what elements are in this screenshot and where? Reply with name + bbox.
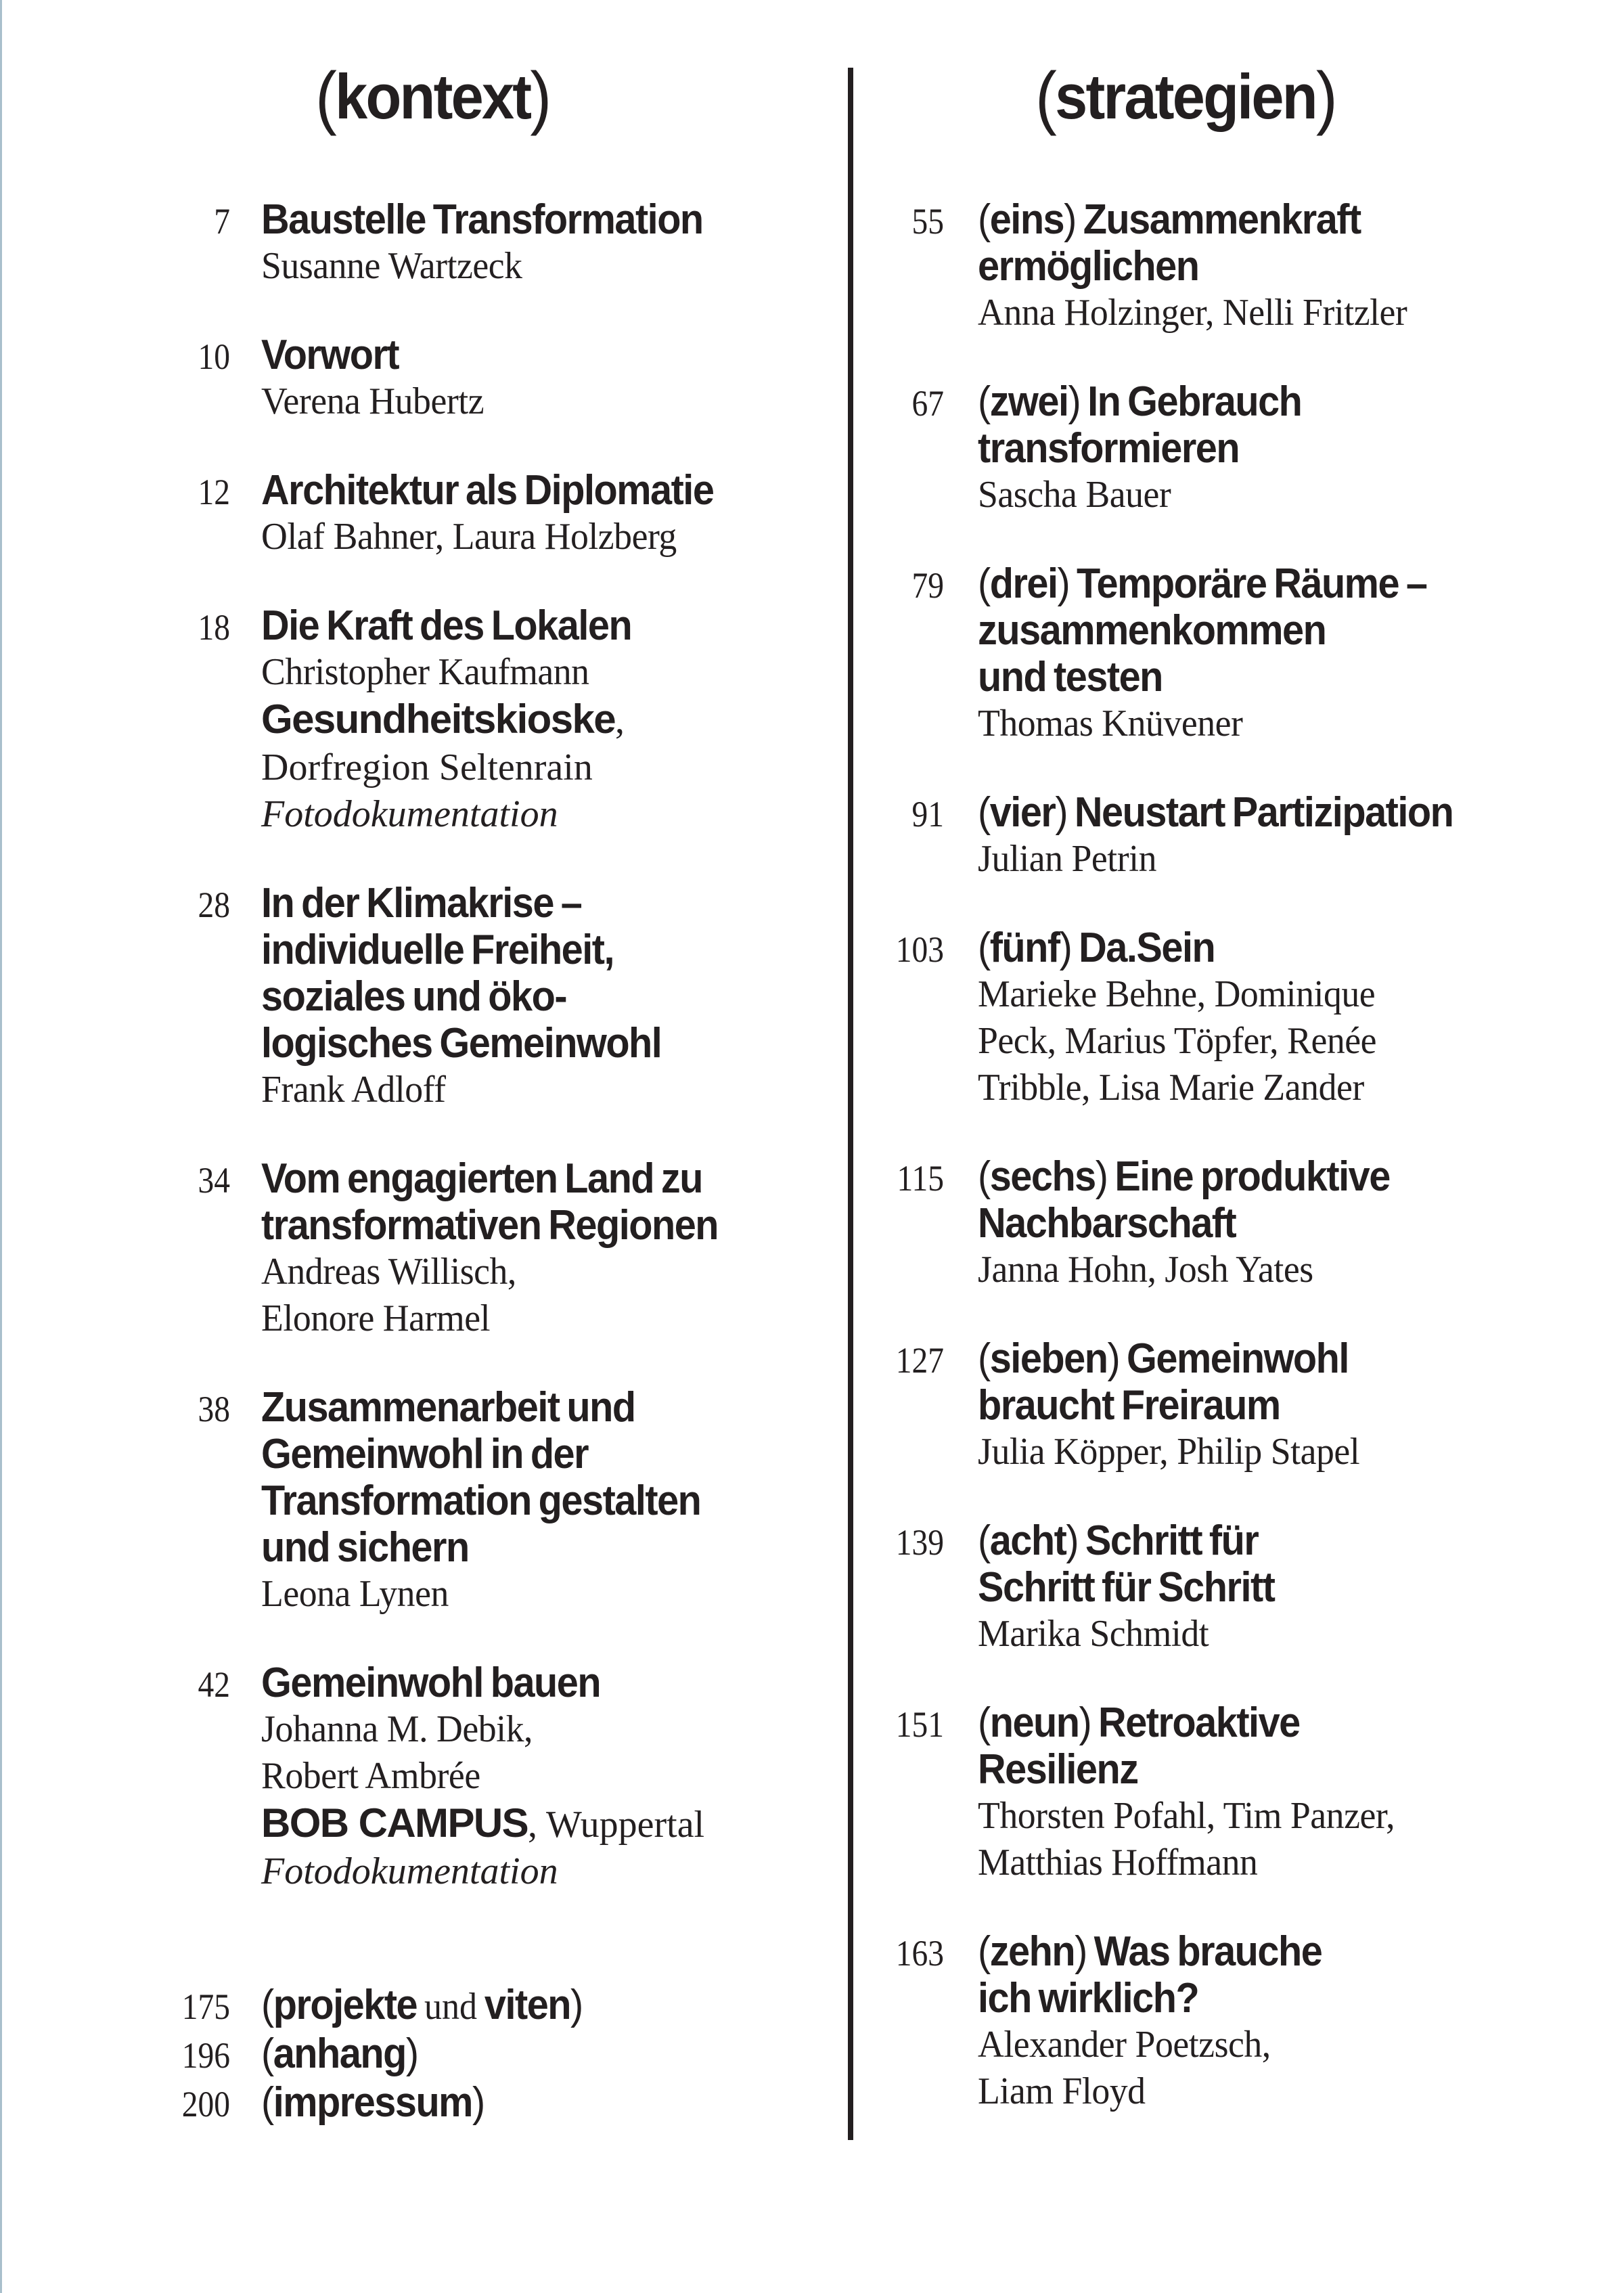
entry-project — [261, 1800, 826, 1848]
open-paren: ( — [978, 789, 990, 836]
entry-body — [261, 467, 826, 560]
entry-title[interactable] — [978, 1699, 1569, 1793]
entry-body — [261, 1155, 826, 1342]
toc-entry[interactable] — [129, 880, 826, 1113]
entry-body — [978, 1335, 1614, 1475]
entry-body — [978, 1517, 1614, 1657]
chapter-label — [978, 1699, 1091, 1746]
project-place: Dorfregion Seltenrain — [261, 747, 593, 788]
entry-author: Verena Hubertz — [261, 380, 484, 422]
entry-title-text: Was brauche ich wirklich? — [978, 1928, 1322, 2022]
close-paren: ) — [1095, 1153, 1108, 1200]
chapter-label — [978, 560, 1069, 607]
entry-author: Alexander Poetzsch, Liam Floyd — [978, 2024, 1271, 2112]
page-number: 115 — [897, 1158, 944, 1199]
entry-title-text: Retroaktive Resilienz — [978, 1699, 1300, 1793]
toc-entry[interactable] — [856, 1153, 1614, 1293]
open-paren: ( — [978, 1699, 990, 1746]
section-heading-text: strategien — [1055, 61, 1316, 132]
project-name: Gesundheitskioske — [261, 696, 615, 742]
page-number: 175 — [181, 1986, 230, 2027]
entry-title[interactable] — [978, 560, 1569, 700]
entry-author: Janna Hohn, Josh Yates — [978, 1249, 1313, 1291]
entry-body — [978, 789, 1614, 883]
page-edge — [0, 0, 2, 2293]
open-paren: ( — [978, 1928, 990, 1975]
toc-column-kontext — [129, 196, 826, 2128]
entry-title[interactable] — [978, 378, 1569, 472]
page-number: 7 — [214, 201, 230, 242]
close-paren: ) — [530, 58, 550, 137]
open-paren: ( — [978, 1153, 990, 1200]
chapter-label — [978, 196, 1076, 243]
entry-title-text: Da.Sein — [1079, 925, 1215, 971]
open-paren: ( — [261, 1982, 273, 2028]
entry-body — [978, 1928, 1614, 2115]
entry-author: Marika Schmidt — [978, 1613, 1209, 1655]
entry-body — [261, 332, 826, 425]
page-number: 18 — [198, 607, 230, 648]
entry-body — [978, 1699, 1614, 1886]
toc-list-strategien — [856, 196, 1614, 2115]
toc-column-strategien — [856, 196, 1614, 2115]
entry-title[interactable]: Zusammenarbeit und Gemeinwohl in der Transformation gestalten und sichern — [261, 1384, 701, 1571]
entry-body — [978, 560, 1614, 747]
entry-author: Leona Lynen — [261, 1573, 449, 1615]
chapter-label — [978, 378, 1080, 425]
toc-entry[interactable] — [856, 925, 1614, 1111]
section-heading-kontext — [315, 58, 550, 137]
project-separator: , — [528, 1804, 538, 1846]
entry-project — [261, 696, 826, 791]
entry-title[interactable] — [978, 1153, 1569, 1247]
page-number: 200 — [181, 2084, 230, 2124]
section-heading-strategien — [1035, 58, 1336, 137]
entry-title[interactable] — [978, 1928, 1569, 2022]
appendix-label: anhang — [273, 2030, 406, 2077]
toc-entry[interactable] — [856, 789, 1614, 883]
entry-body — [261, 2079, 826, 2126]
entry-title[interactable]: In der Klimakrise – individuelle Freiheit, soziales und öko- logisches Gemeinwohl — [261, 880, 662, 1067]
entry-body — [978, 1153, 1614, 1293]
page-number: 163 — [895, 1933, 944, 1974]
page-number: 103 — [895, 929, 944, 970]
page-number: 139 — [895, 1522, 944, 1563]
entry-author: Sascha Bauer — [978, 474, 1171, 516]
entry-title-text: Eine produktive Nachbarschaft — [978, 1153, 1390, 1247]
page-number: 196 — [181, 2035, 230, 2076]
close-paren: ) — [405, 2030, 418, 2077]
project-separator: , — [615, 700, 625, 742]
page-number: 79 — [911, 565, 944, 606]
open-paren: ( — [978, 925, 990, 971]
open-paren: ( — [978, 378, 990, 425]
entry-author: Johanna M. Debik, Robert Ambrée — [261, 1708, 533, 1797]
entry-title[interactable]: Vom engagierten Land zu transformativen Regionen — [261, 1155, 719, 1249]
entry-body — [978, 925, 1614, 1111]
page-number: 38 — [198, 1389, 230, 1429]
open-paren: ( — [978, 1517, 990, 1564]
entry-body — [978, 196, 1614, 336]
entry-author: Marieke Behne, Dominique Peck, Marius Töpfer, Renée Tribble, Lisa Marie Zander — [978, 973, 1376, 1109]
close-paren: ) — [472, 2079, 484, 2126]
close-paren: ) — [1079, 1699, 1091, 1746]
chapter-number: eins — [989, 196, 1064, 243]
entry-title-text: Gemeinwohl braucht Freiraum — [978, 1335, 1349, 1429]
chapter-label — [978, 1153, 1107, 1200]
open-paren: ( — [978, 196, 990, 243]
close-paren: ) — [1059, 925, 1072, 971]
project-place: Wuppertal — [546, 1804, 705, 1846]
appendix-entry[interactable] — [129, 2030, 826, 2079]
close-paren: ) — [1064, 196, 1076, 243]
chapter-number: drei — [989, 560, 1058, 607]
toc-entry[interactable] — [129, 1155, 826, 1342]
entry-title[interactable]: Die Kraft des Lokalen — [261, 602, 632, 649]
page-number: 10 — [198, 336, 230, 377]
entry-title[interactable] — [978, 1517, 1569, 1611]
entry-title-text: Zusammenkraft ermöglichen — [978, 196, 1361, 290]
photo-documentation-label: Fotodokumentation — [261, 1850, 558, 1892]
entry-body — [261, 196, 826, 290]
toc-entry[interactable] — [856, 1517, 1614, 1657]
entry-author: Olaf Bahner, Laura Holzberg — [261, 516, 677, 558]
entry-title-text: In Gebrauch transformieren — [978, 378, 1302, 472]
close-paren: ) — [1068, 378, 1081, 425]
entry-title[interactable] — [978, 196, 1569, 290]
close-paren: ) — [1057, 560, 1070, 607]
page-number: 91 — [911, 794, 944, 834]
toc-entry[interactable] — [129, 467, 826, 560]
open-paren: ( — [261, 2079, 273, 2126]
page-number: 12 — [198, 472, 230, 512]
toc-entry[interactable] — [856, 1928, 1614, 2115]
entry-author: Thomas Knüvener — [978, 703, 1243, 744]
appendix-title[interactable] — [261, 1982, 786, 2030]
entry-body — [261, 1660, 826, 1895]
section-heading-text: kontext — [335, 61, 531, 132]
open-paren: ( — [1035, 58, 1056, 137]
toc-list-kontext — [129, 196, 826, 1895]
open-paren: ( — [978, 1335, 990, 1382]
entry-title[interactable]: Baustelle Transformation — [261, 196, 703, 243]
entry-body — [261, 1982, 826, 2030]
chapter-number: zwei — [989, 378, 1068, 425]
entry-title[interactable] — [978, 925, 1569, 971]
close-paren: ) — [1055, 789, 1068, 836]
open-paren: ( — [978, 560, 990, 607]
toc-entry[interactable] — [856, 1699, 1614, 1886]
entry-author: Christopher Kaufmann — [261, 651, 589, 693]
toc-entry[interactable] — [129, 1384, 826, 1618]
appendix-label: impressum — [273, 2079, 472, 2126]
entry-body — [261, 880, 826, 1113]
entry-title[interactable]: Vorwort — [261, 332, 399, 378]
close-paren: ) — [1075, 1928, 1087, 1975]
appendix-title[interactable] — [261, 2079, 786, 2126]
entry-title-text: Temporäre Räume – zusammenkommen und testen — [978, 560, 1427, 700]
entry-body — [261, 602, 826, 838]
chapter-label — [978, 1335, 1119, 1382]
entry-author: Andreas Willisch, Elonore Harmel — [261, 1251, 516, 1339]
entry-author: Susanne Wartzeck — [261, 245, 522, 287]
entry-title[interactable]: Gemeinwohl bauen — [261, 1660, 601, 1706]
entry-body — [978, 378, 1614, 518]
column-divider — [848, 68, 853, 2140]
close-paren: ) — [570, 1982, 583, 2028]
page-number: 151 — [895, 1704, 944, 1745]
chapter-label — [978, 789, 1067, 836]
project-name: BOB CAMPUS — [261, 1800, 528, 1846]
entry-body — [261, 2030, 826, 2077]
entry-author: Frank Adloff — [261, 1069, 446, 1111]
open-paren: ( — [261, 2030, 273, 2077]
chapter-number: vier — [989, 789, 1056, 836]
toc-list-appendix — [129, 1982, 826, 2128]
entry-body — [261, 1384, 826, 1618]
appendix-entry[interactable] — [129, 2079, 826, 2128]
entry-title[interactable]: Architektur als Diplomatie — [261, 467, 714, 514]
page-number: 28 — [198, 885, 230, 925]
chapter-label — [978, 925, 1071, 971]
toc-entry[interactable] — [129, 196, 826, 290]
chapter-number: zehn — [989, 1928, 1075, 1975]
entry-author: Thorsten Pofahl, Tim Panzer, Matthias Hoffmann — [978, 1795, 1395, 1884]
toc-entry[interactable] — [856, 378, 1614, 518]
entry-title-text: Schritt für Schritt für Schritt — [978, 1517, 1275, 1611]
chapter-number: neun — [989, 1699, 1079, 1746]
appendix-label: projekte — [273, 1982, 418, 2028]
chapter-label — [978, 1928, 1087, 1975]
close-paren: ) — [1066, 1517, 1079, 1564]
appendix-entry[interactable] — [129, 1982, 826, 2030]
entry-author: Anna Holzinger, Nelli Fritzler — [978, 292, 1407, 334]
open-paren: ( — [315, 58, 336, 137]
page-number: 67 — [911, 383, 944, 424]
close-paren: ) — [1315, 58, 1336, 137]
close-paren: ) — [1107, 1335, 1120, 1382]
appendix-title[interactable] — [261, 2030, 786, 2077]
chapter-label — [978, 1517, 1078, 1564]
appendix-label-2: viten — [484, 1982, 571, 2028]
toc-entry[interactable] — [129, 332, 826, 425]
toc-entry[interactable] — [856, 196, 1614, 336]
toc-entry[interactable] — [129, 602, 826, 838]
page-number: 34 — [198, 1160, 230, 1201]
entry-title-text: Neustart Partizipation — [1074, 789, 1453, 836]
page-number: 42 — [198, 1664, 230, 1705]
page-number: 127 — [895, 1340, 944, 1381]
toc-entry[interactable] — [129, 1660, 826, 1895]
chapter-number: acht — [989, 1517, 1066, 1564]
photo-documentation-label: Fotodokumentation — [261, 793, 558, 835]
chapter-number: sechs — [989, 1153, 1096, 1200]
entry-author: Julia Köpper, Philip Stapel — [978, 1431, 1360, 1473]
page-number: 55 — [911, 201, 944, 242]
entry-title[interactable] — [978, 789, 1569, 836]
chapter-number: fünf — [989, 925, 1060, 971]
entry-author: Julian Petrin — [978, 838, 1157, 880]
appendix-connector: und — [424, 1986, 478, 2028]
toc-entry[interactable] — [856, 1335, 1614, 1475]
toc-entry[interactable] — [856, 560, 1614, 747]
chapter-number: sieben — [989, 1335, 1108, 1382]
entry-title[interactable] — [978, 1335, 1569, 1429]
